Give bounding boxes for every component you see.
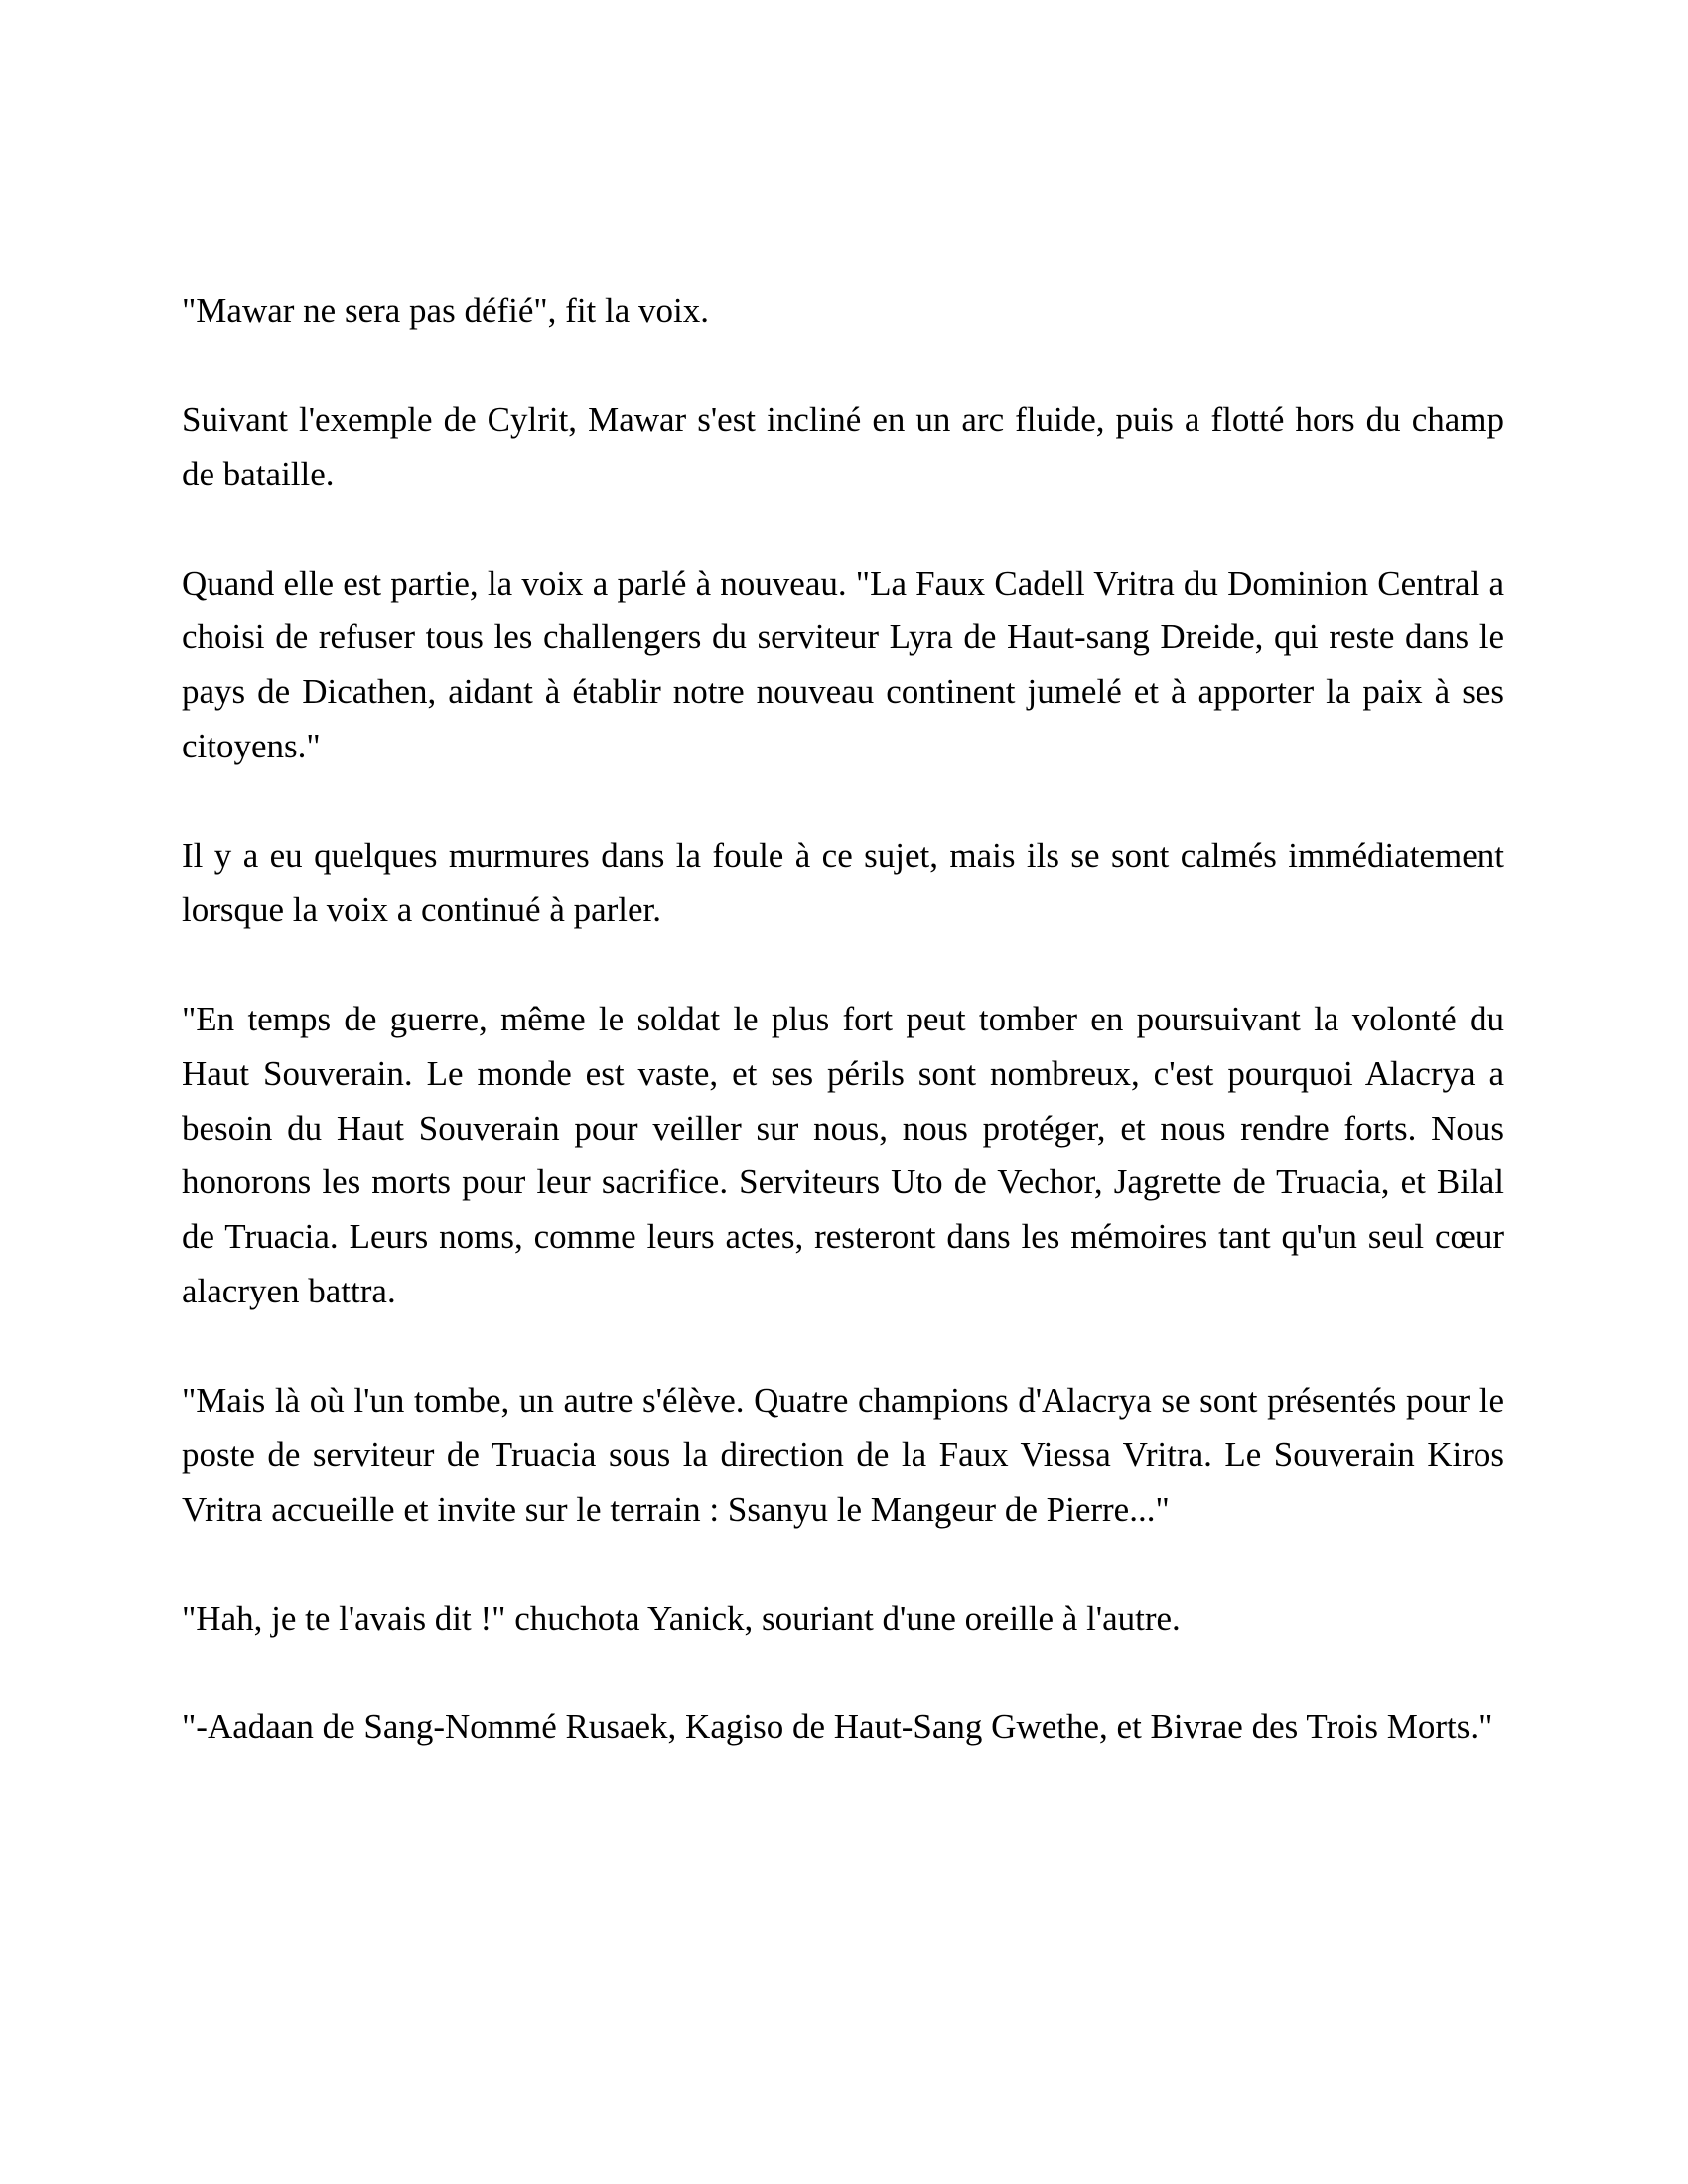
paragraph: "-Aadaan de Sang-Nommé Rusaek, Kagiso de Haut-Sang Gwethe, et Bivrae des Trois Morts." (182, 1707, 1493, 1747)
document-body (182, 284, 1504, 1755)
paragraph: "Mawar ne sera pas défié", fit la voix. (182, 291, 710, 330)
paragraph: "En temps de guerre, même le soldat le plus fort peut tomber en poursuivant la volonté du Haut Souverain. Le monde est vaste, et ses périls sont nombreux, c'est pourquoi Alacrya a besoin du Haut Souverain pour veiller sur nous, nous protéger, et nous rendre forts. Nous honorons les morts pour leur sacrifice. Serviteurs Uto de Vechor, Jagrette de Truacia, et Bilal de Truacia. Leurs noms, comme leurs actes, resteront dans les mémoires tant qu'un seul cœur alacryen battra. (182, 999, 1504, 1311)
paragraph: Quand elle est partie, la voix a parlé à nouveau. "La Faux Cadell Vritra du Dominion Central a choisi de refuser tous les challengers du serviteur Lyra de Haut-sang Dreide, qui reste dans le pays de Dicathen, aidant à établir notre nouveau continent jumelé et à apporter la paix à ses citoyens." (182, 563, 1504, 766)
paragraph: "Mais là où l'un tombe, un autre s'élève. Quatre champions d'Alacrya se sont présentés pour le poste de serviteur de Truacia sous la direction de la Faux Viessa Vritra. Le Souverain Kiros Vritra accueille et invite sur le terrain : Ssanyu le Mangeur de Pierre..." (182, 1381, 1504, 1529)
paragraph: Suivant l'exemple de Cylrit, Mawar s'est incliné en un arc fluide, puis a flotté hors du champ de bataille. (182, 399, 1504, 493)
paragraph: "Hah, je te l'avais dit !" chuchota Yanick, souriant d'une oreille à l'autre. (182, 1598, 1181, 1638)
paragraph: Il y a eu quelques murmures dans la foule à ce sujet, mais ils se sont calmés immédiatement lorsque la voix a continué à parler. (182, 836, 1504, 929)
